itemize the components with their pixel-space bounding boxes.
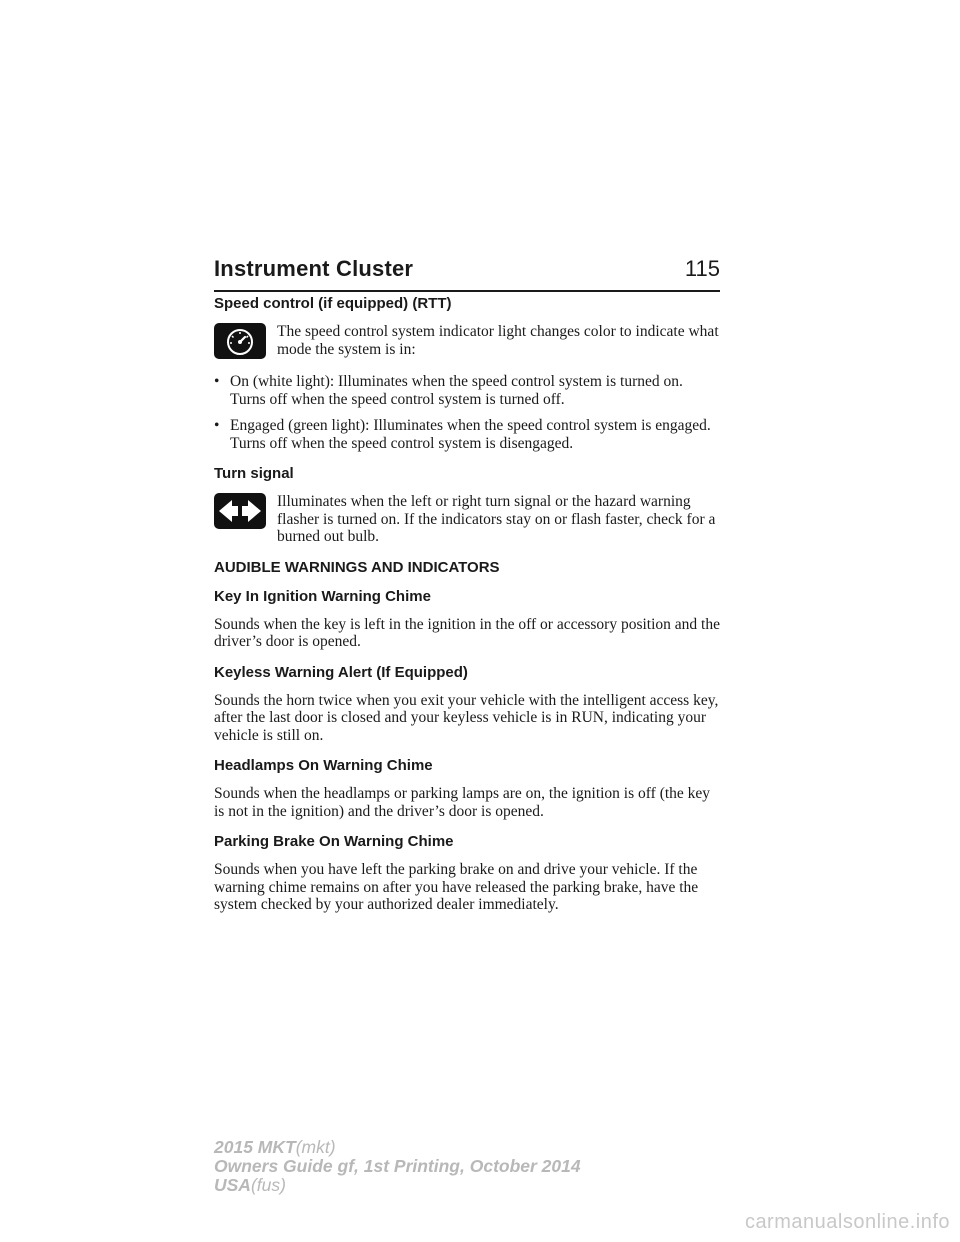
headlamps-text: Sounds when the headlamps or parking lamps are on, the ignition is off (the key is not in the ignition) and the driver’s door is opened.: [214, 785, 711, 820]
speed-control-row: [214, 323, 720, 363]
turn-signal-arrows-icon: [214, 493, 266, 529]
speed-control-heading: Speed control (if equipped) (RTT): [214, 295, 452, 312]
speed-control-list: [214, 373, 720, 452]
speedometer-icon: [214, 323, 266, 359]
chapter-title: Instrument Cluster: [214, 256, 414, 281]
list-item: • Engaged (green light): Illuminates when the speed control system is engaged. Turns off when the speed control system is disengaged.: [214, 417, 711, 452]
turn-signal-row: [214, 493, 720, 546]
turn-signal-text: Illuminates when the left or right turn signal or the hazard warning flasher is turned on. If the indicators stay on or flash faster, check for a burned out bulb.: [277, 493, 716, 545]
page-header: [214, 256, 720, 290]
page-content: [214, 294, 720, 926]
turn-signal-heading: Turn signal: [214, 465, 294, 482]
parking-brake-heading: Parking Brake On Warning Chime: [214, 833, 454, 850]
speed-control-intro: The speed control system indicator light changes color to indicate what mode the system is in:: [277, 323, 719, 358]
watermark: carmanualsonline.info: [744, 1211, 950, 1233]
print-footer: 2015 MKT(mkt) Owners Guide gf, 1st Printing, October 2014 USA(fus): [214, 1137, 581, 1195]
keyless-text: Sounds the horn twice when you exit your vehicle with the intelligent access key, after the last door is closed and your keyless vehicle is in RUN, indicating your vehicle is still on.: [214, 691, 719, 744]
header-rule: [214, 290, 720, 292]
page-number: 115: [684, 256, 720, 281]
keyless-heading: Keyless Warning Alert (If Equipped): [214, 663, 468, 681]
parking-brake-text: Sounds when you have left the parking brake on and drive your vehicle. If the warning chime remains on after you have released the parking brake, have the system checked by your authorized dealer immediately.: [214, 861, 699, 913]
audible-warnings-heading: AUDIBLE WARNINGS AND INDICATORS: [214, 558, 500, 576]
key-chime-text: Sounds when the key is left in the ignition in the off or accessory position and the driver’s door is opened.: [214, 615, 720, 650]
headlamps-heading: Headlamps On Warning Chime: [214, 757, 433, 774]
key-chime-heading: Key In Ignition Warning Chime: [214, 587, 431, 605]
list-item: • On (white light): Illuminates when the speed control system is turned on. Turns off when the speed control system is turned off.: [214, 373, 683, 408]
